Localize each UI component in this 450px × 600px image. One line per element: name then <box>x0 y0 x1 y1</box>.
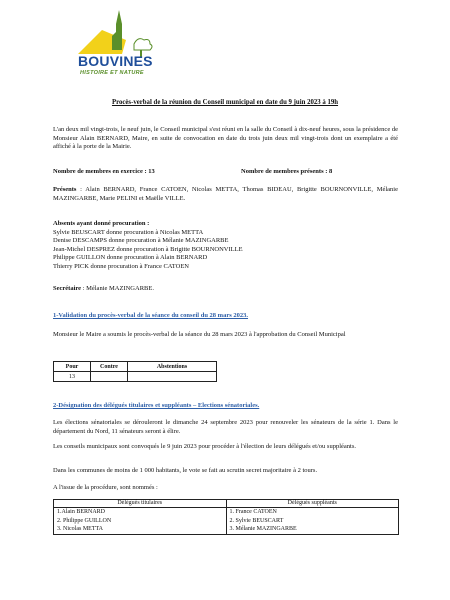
logo-name: BOUVINES <box>78 53 153 69</box>
logo-tagline: HISTOIRE ET NATURE <box>80 70 144 76</box>
titulaire-item: 1.Alain BERNARD <box>57 509 105 515</box>
section2-paragraph: Dans les communes de moins de 1 000 habitants, le vote se fait au scrutin secret majoritaire à 2 tours. <box>53 467 318 474</box>
titulaire-item: 2. Philippe GUILLON <box>57 517 112 524</box>
suppleant-item: 2. Sylvie BEUSCART <box>229 517 284 524</box>
delegates-table <box>53 499 399 535</box>
absent-item: Sylvie BEUSCART donne procuration à Nicolas METTA <box>53 228 204 236</box>
secretary-label: Secrétaire <box>53 285 82 292</box>
absents-block <box>53 220 398 272</box>
presents-label: Présents <box>53 186 77 193</box>
titulaires-cell <box>54 508 227 535</box>
vote-header: Abstentions <box>128 362 217 372</box>
absent-item: Philippe GUILLON donne procuration à Alain BERNARD <box>53 254 208 262</box>
vote-value-row <box>54 372 217 382</box>
section2-paragraph: Les conseils municipaux sont convoqués le 9 juin 2023 pour procéder à l'élection de leurs délégués et/ou suppléants. <box>53 443 356 450</box>
vote-header-row <box>54 362 217 372</box>
suppleant-item: 3. Mélanie MAZINGARBE <box>229 526 297 532</box>
presents-paragraph <box>53 186 398 203</box>
delegates-row <box>54 508 399 535</box>
delegates-header-row <box>54 500 399 508</box>
absents-label: Absents ayant donné procuration : <box>53 220 150 227</box>
vote-header: Pour <box>54 362 91 372</box>
document-title: Procès-verbal de la réunion du Conseil municipal en date du 9 juin 2023 à 19h <box>111 99 339 106</box>
vote-value <box>128 372 217 382</box>
absent-item: Thierry PICK donne procuration à France CATOEN <box>53 262 189 270</box>
members-present: Nombre de membres présents : 8 <box>241 168 333 175</box>
section2-paragraph: Les élections sénatoriales se dérouleront le dimanche 24 septembre 2023 pour renouveler les sénateurs de la série 1. Dans le département du Nord, 11 sénateurs seront à élire. <box>53 419 398 435</box>
section1-heading: 1-Validation du procès-verbal de la séance du conseil du 28 mars 2023. <box>53 312 249 319</box>
presents-text: : Alain BERNARD, France CATOEN, Nicolas METTA, Thomas BIDEAU, Brigitte BOURNONVILLE, Mélanie MAZINGARBE, Marie PELINI et Maëlle VILLE. <box>53 186 398 202</box>
vote-value <box>91 372 128 382</box>
absent-item: Jean-Michel DESPREZ donne procuration à Brigitte BOURNONVILLE <box>53 245 243 253</box>
vote-value: 13 <box>54 372 91 382</box>
section2-paragraph: A l'issue de la procédure, sont nommés : <box>53 484 158 491</box>
delegates-header: Délégués titulaires <box>54 500 227 508</box>
section1-text: Monsieur le Maire a soumis le procès-verbal de la séance du 28 mars 2023 à l'approbation du Conseil Municipal <box>53 331 346 338</box>
vote-table <box>53 361 217 382</box>
vote-header: Contre <box>91 362 128 372</box>
intro-paragraph: L'an deux mil vingt-trois, le neuf juin, le Conseil municipal s'est réuni en la salle du Conseil à dix-neuf heures, sous la présidence de Monsieur Alain BERNARD, Maire, en suite de convocation en date du trois juin deux mil vingt-trois dont un exemplaire a été affiché à la porte de la Mairie. <box>53 126 398 151</box>
section2-heading: 2-Désignation des délégués titulaires et suppléants – Elections sénatoriales. <box>53 402 260 409</box>
absent-item: Denise DESCAMPS donne procuration à Mélanie MAZINGARBE <box>53 237 229 245</box>
titulaire-item: 3. Nicolas METTA <box>57 526 104 532</box>
commune-logo <box>72 10 162 82</box>
suppleants-cell <box>226 508 399 535</box>
members-exercise: Nombre de membres en exercice : 13 <box>53 168 155 175</box>
delegates-header: Délégués suppléants <box>226 500 399 508</box>
secretary-line <box>53 285 398 294</box>
suppleant-item: 1. France CATOEN <box>229 509 277 515</box>
secretary-text: : Mélanie MAZINGARBE. <box>81 285 154 292</box>
